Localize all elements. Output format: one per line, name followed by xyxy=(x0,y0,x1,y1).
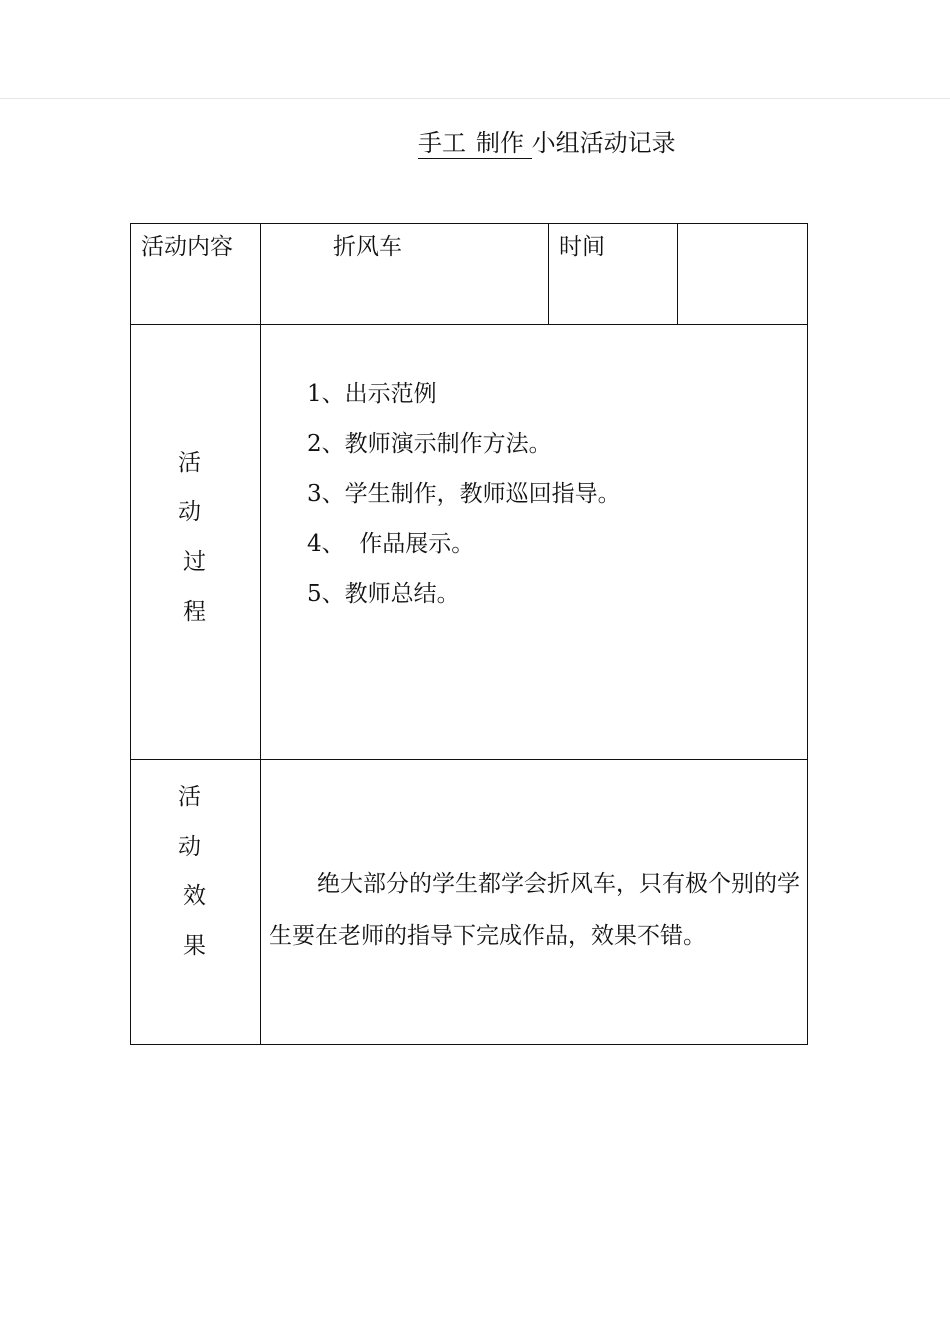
page-top-rule xyxy=(0,98,950,99)
title-part-2: 制作 xyxy=(476,129,524,157)
content-value-cell xyxy=(261,224,549,325)
time-value-cell xyxy=(678,224,808,325)
process-step: 4、 作品展示。 xyxy=(307,531,475,557)
process-row xyxy=(131,325,808,760)
content-row xyxy=(131,224,808,325)
effect-row xyxy=(131,760,808,1045)
process-content-cell xyxy=(261,325,808,760)
effect-label-char-4: 果 xyxy=(183,933,206,959)
effect-label-char-3: 效 xyxy=(183,883,206,909)
content-value: 折风车 xyxy=(333,234,402,260)
process-step: 5、教师总结。 xyxy=(307,581,460,607)
process-label xyxy=(131,325,260,759)
process-label-cell xyxy=(131,325,261,760)
title-part-1: 手工 xyxy=(418,129,466,157)
page-title xyxy=(418,127,676,159)
effect-content-cell xyxy=(261,760,808,1045)
time-label: 时间 xyxy=(559,234,605,260)
process-label-char-3: 过 xyxy=(183,549,206,575)
effect-label xyxy=(131,760,260,1044)
process-label-char-4: 程 xyxy=(183,599,206,625)
process-label-char-2: 动 xyxy=(178,499,201,525)
content-label: 活动内容 xyxy=(141,234,233,260)
process-label-char-1: 活 xyxy=(178,450,201,476)
title-underlined-subject xyxy=(418,129,532,159)
time-label-cell xyxy=(549,224,678,325)
process-steps-list xyxy=(307,379,621,629)
process-step: 1、出示范例 xyxy=(307,381,437,407)
effect-label-char-2: 动 xyxy=(178,834,201,860)
effect-description: 绝大部分的学生都学会折风车，只有极个别的学生要在老师的指导下完成作品，效果不错。 xyxy=(269,871,800,949)
process-step: 2、教师演示制作方法。 xyxy=(307,431,552,457)
process-step: 3、学生制作，教师巡回指导。 xyxy=(307,481,621,507)
effect-label-cell xyxy=(131,760,261,1045)
effect-label-char-1: 活 xyxy=(178,784,201,810)
content-label-cell xyxy=(131,224,261,325)
time-value xyxy=(678,224,807,232)
activity-record-table xyxy=(130,223,808,1045)
title-suffix: 小组活动记录 xyxy=(531,129,676,157)
